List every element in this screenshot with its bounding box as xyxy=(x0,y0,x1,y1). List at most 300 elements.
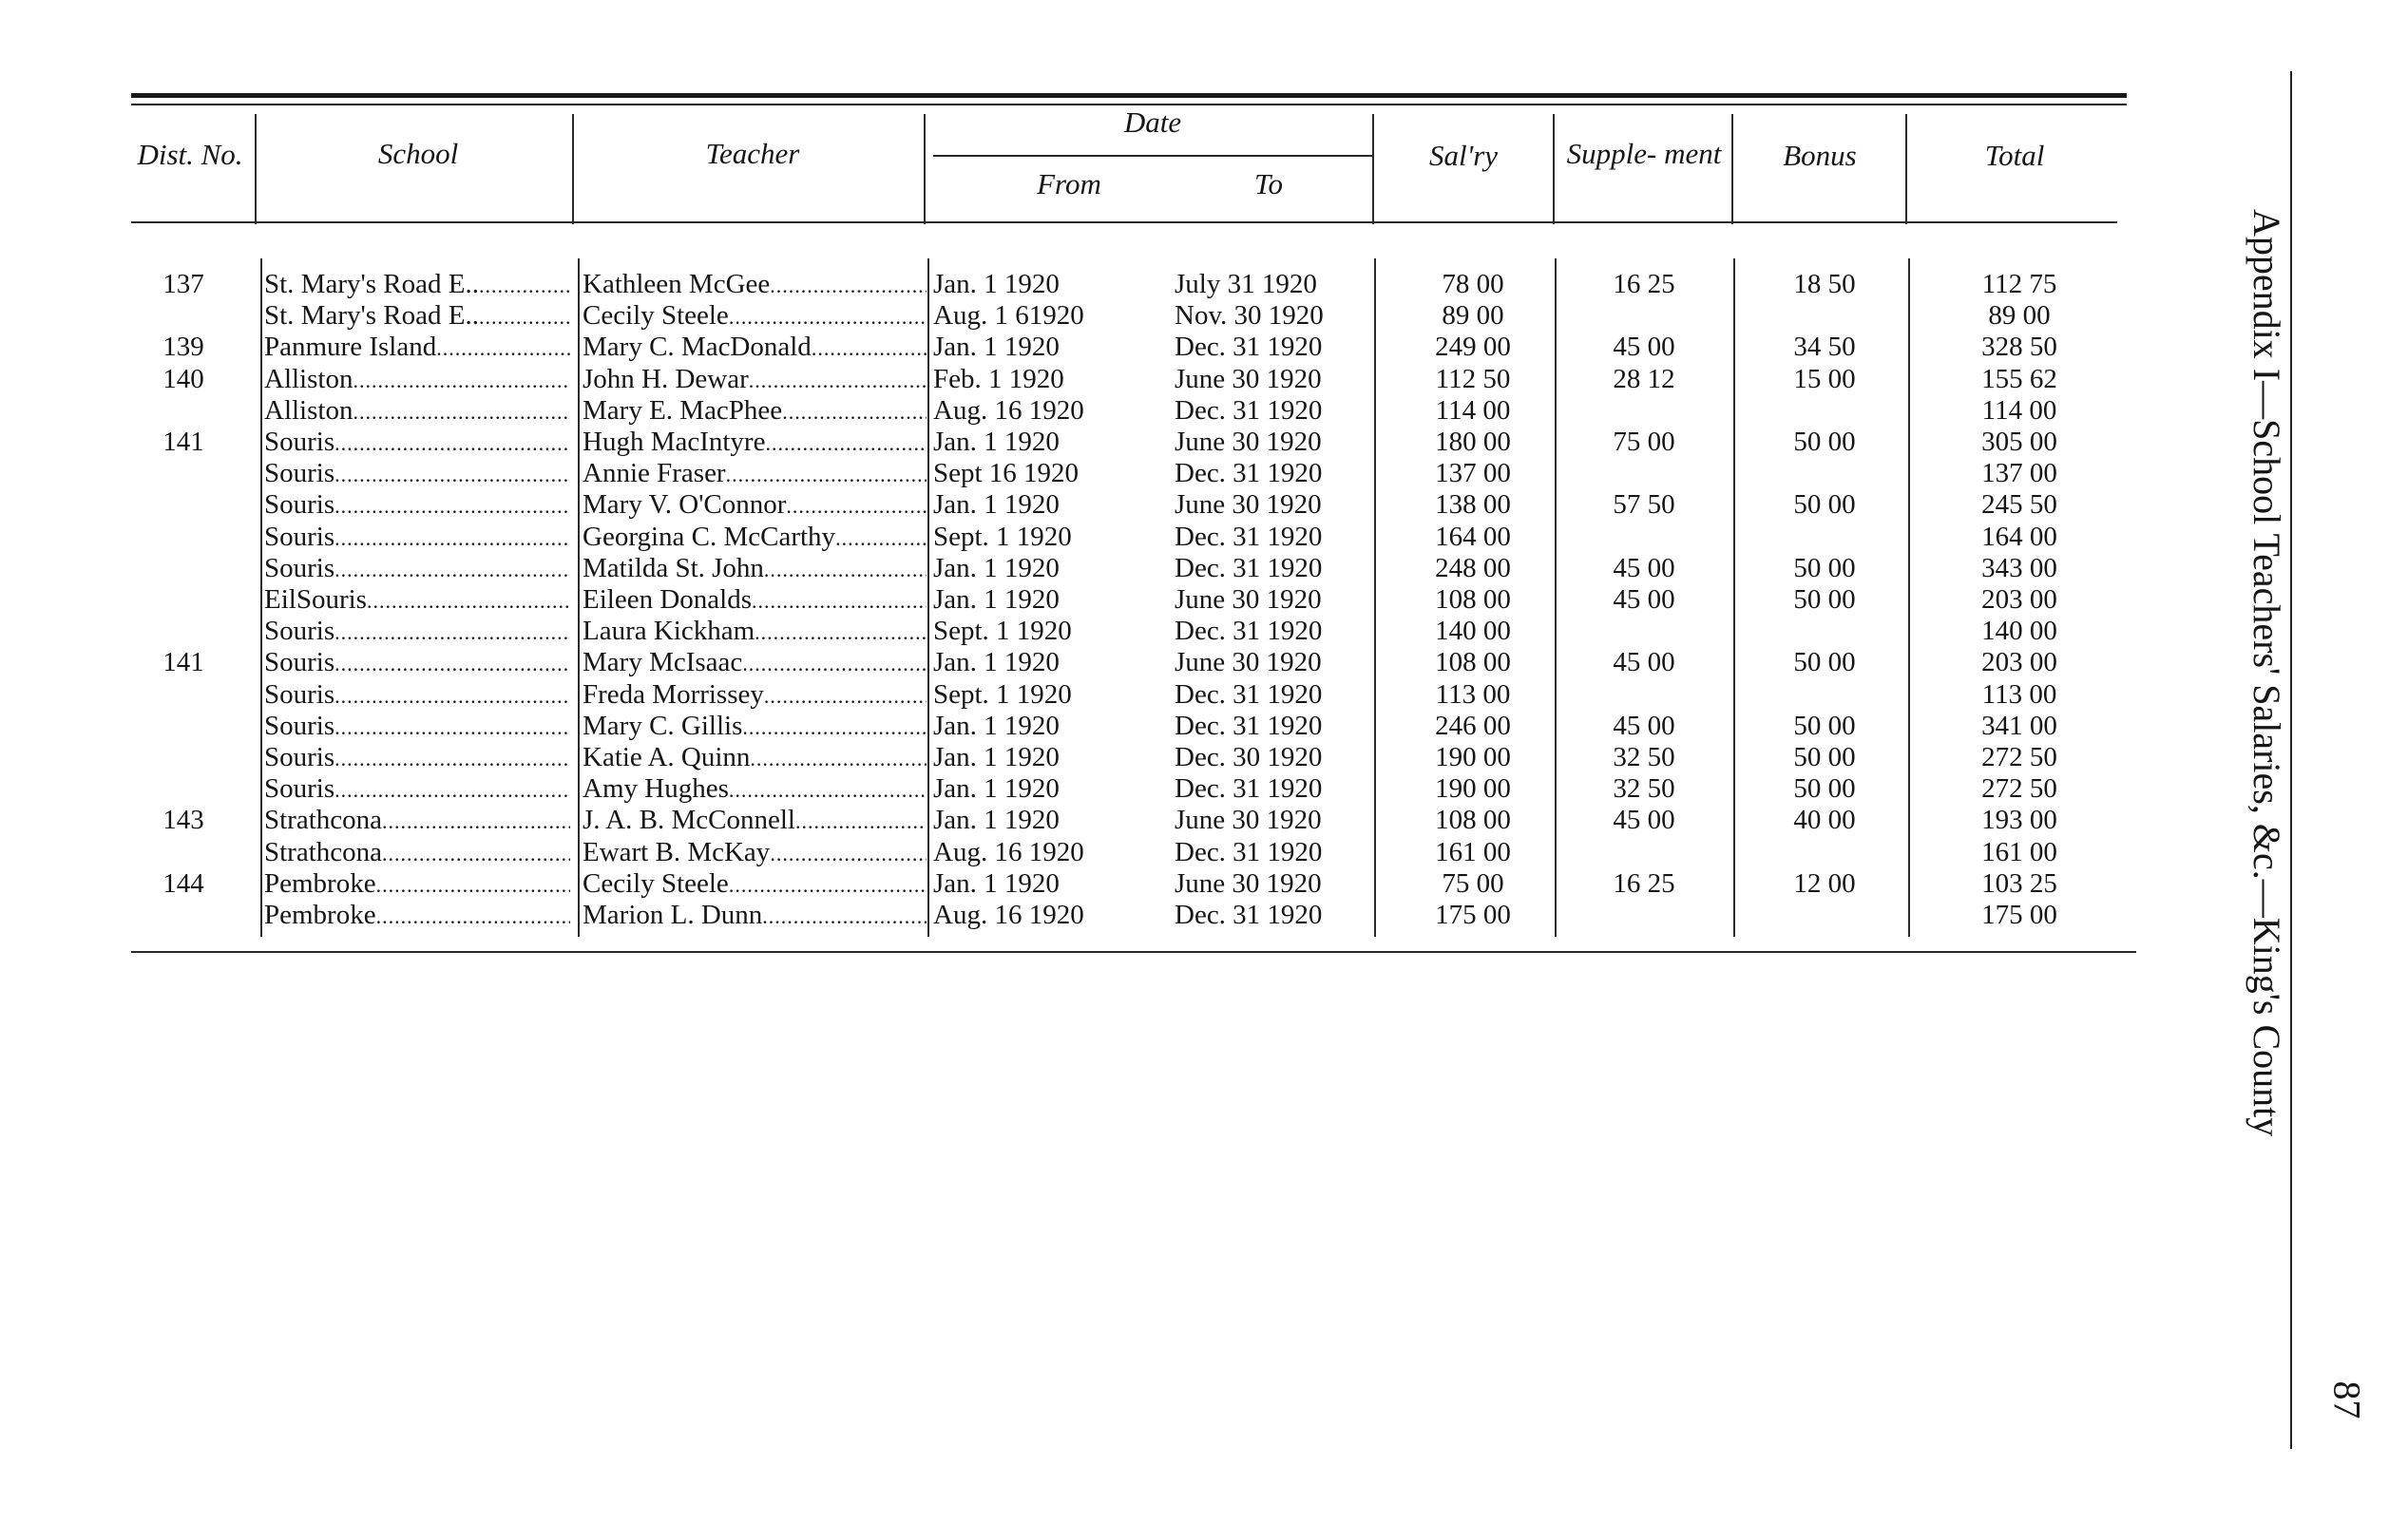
from-date-cell xyxy=(933,300,1123,332)
dot-leader xyxy=(334,742,570,774)
teacher-cell xyxy=(583,427,927,459)
school-cell xyxy=(264,773,570,806)
to-date-cell xyxy=(1175,773,1370,805)
teacher-cell xyxy=(583,742,927,774)
total-cell-text: 114 00 xyxy=(1981,394,2057,426)
teacher-cell xyxy=(583,364,927,396)
dot-leader xyxy=(376,868,570,901)
to-date-cell xyxy=(1175,269,1370,300)
to-date-cell-text: June 30 1920 xyxy=(1175,805,1322,836)
to-date-cell-text: Dec. 31 1920 xyxy=(1175,773,1323,805)
salary-cell-text: 175 00 xyxy=(1435,900,1511,930)
supplement-cell xyxy=(1568,553,1720,584)
to-date-cell-text: Dec. 31 1920 xyxy=(1175,836,1323,867)
teacher-cell xyxy=(583,616,927,648)
to-date-cell xyxy=(1175,427,1370,458)
dot-leader xyxy=(812,332,927,364)
school-cell xyxy=(264,868,570,901)
dot-leader xyxy=(750,742,927,774)
total-cell xyxy=(1929,711,2110,742)
teacher-cell xyxy=(583,332,927,364)
salary-cell-text: 180 00 xyxy=(1435,427,1511,457)
supplement-cell-text: 32 50 xyxy=(1613,742,1675,772)
header-divider xyxy=(924,114,926,224)
salary-cell-text: 190 00 xyxy=(1435,742,1511,772)
supplement-cell xyxy=(1568,332,1720,363)
header-from: From xyxy=(1037,167,1101,200)
teacher-cell-text: Laura Kickham xyxy=(583,616,755,647)
supplement-cell-text: 45 00 xyxy=(1613,584,1675,615)
total-cell xyxy=(1929,489,2110,521)
total-cell-text: 341 00 xyxy=(1981,710,2057,741)
salary-cell xyxy=(1397,269,1549,300)
salary-cell xyxy=(1397,364,1549,395)
dot-leader xyxy=(334,489,570,522)
total-cell-text: 137 00 xyxy=(1981,458,2057,489)
teacher-cell-text: Mary McIsaac xyxy=(583,647,743,678)
school-cell-text: Pembroke xyxy=(264,867,376,899)
supplement-cell xyxy=(1568,805,1720,836)
school-cell xyxy=(264,489,570,522)
salary-cell-text: 78 00 xyxy=(1442,269,1504,299)
teacher-cell-text: Marion L. Dunn xyxy=(583,900,763,930)
dist-cell xyxy=(131,364,236,395)
dot-leader xyxy=(765,427,927,459)
salary-cell xyxy=(1397,711,1549,742)
from-date-cell xyxy=(933,742,1123,773)
header-date: Date xyxy=(1123,105,1182,139)
to-date-cell xyxy=(1175,300,1370,332)
dot-leader xyxy=(334,553,570,585)
bonus-cell xyxy=(1749,584,1901,616)
supplement-cell xyxy=(1568,489,1720,521)
school-cell xyxy=(264,300,570,333)
school-cell xyxy=(264,837,570,869)
dot-leader xyxy=(764,553,927,585)
header-total: Total xyxy=(1984,139,2045,172)
salary-cell xyxy=(1397,395,1549,427)
table-row xyxy=(0,868,2148,900)
table-row xyxy=(0,332,2148,363)
from-date-cell xyxy=(933,269,1123,300)
salary-cell xyxy=(1397,742,1549,773)
salary-cell xyxy=(1397,805,1549,836)
total-cell xyxy=(1929,332,2110,363)
to-date-cell-text: Dec. 31 1920 xyxy=(1175,710,1323,741)
salary-cell-text: 108 00 xyxy=(1435,647,1511,678)
school-cell-text: Strathcona xyxy=(264,836,383,867)
from-date-cell xyxy=(933,458,1123,489)
dot-leader xyxy=(762,900,927,932)
salary-cell-text: 140 00 xyxy=(1435,616,1511,647)
to-date-cell-text: Nov. 30 1920 xyxy=(1175,300,1324,332)
supplement-cell xyxy=(1568,647,1720,678)
school-cell xyxy=(264,395,570,428)
header-bottom-rule xyxy=(131,221,2117,223)
to-date-cell-text: June 30 1920 xyxy=(1175,647,1322,678)
supplement-cell-text: 32 50 xyxy=(1613,773,1675,805)
total-cell-text: 203 00 xyxy=(1981,584,2057,615)
from-date-cell-text: Aug. 1 61920 xyxy=(933,300,1084,332)
dot-leader xyxy=(764,679,927,712)
dot-leader xyxy=(729,300,927,333)
supplement-cell-text: 45 00 xyxy=(1613,647,1675,678)
dot-leader xyxy=(436,332,570,364)
table-row xyxy=(0,522,2148,553)
from-date-cell xyxy=(933,553,1123,584)
salary-cell-text: 108 00 xyxy=(1435,584,1511,615)
salary-cell-text: 138 00 xyxy=(1435,489,1511,521)
supplement-cell-text: 45 00 xyxy=(1613,805,1675,836)
salary-cell-text: 112 50 xyxy=(1435,363,1511,394)
dist-cell-text: 140 xyxy=(162,363,204,394)
from-date-cell-text: Jan. 1 1920 xyxy=(933,269,1060,299)
salary-cell-text: 190 00 xyxy=(1435,773,1511,805)
dist-cell xyxy=(131,868,236,900)
total-cell xyxy=(1929,269,2110,300)
school-cell-text: Panmure Island xyxy=(264,332,437,363)
dot-leader xyxy=(795,805,927,837)
school-cell-text: Alliston xyxy=(264,363,354,394)
dot-leader xyxy=(334,616,570,648)
salary-cell-text: 108 00 xyxy=(1435,805,1511,836)
table-row xyxy=(0,364,2148,395)
supplement-cell xyxy=(1568,711,1720,742)
to-date-cell xyxy=(1175,584,1370,616)
school-cell-text: Souris xyxy=(264,616,335,647)
school-cell-text: Souris xyxy=(264,489,335,521)
table-row xyxy=(0,553,2148,584)
school-cell-text: St. Mary's Road E.. xyxy=(264,300,479,332)
running-header xyxy=(2238,209,2295,1330)
header-teacher: Teacher xyxy=(705,137,800,170)
table-row xyxy=(0,647,2148,678)
from-date-cell xyxy=(933,489,1123,521)
salary-cell-text: 164 00 xyxy=(1435,521,1511,552)
to-date-cell xyxy=(1175,458,1370,489)
table-row xyxy=(0,427,2148,458)
school-cell-text: Strathcona xyxy=(264,805,383,836)
dot-leader xyxy=(382,837,570,869)
supplement-cell xyxy=(1568,269,1720,300)
dot-leader xyxy=(334,711,570,743)
bonus-cell-text: 15 00 xyxy=(1793,363,1856,394)
to-date-cell-text: June 30 1920 xyxy=(1175,584,1322,615)
supplement-cell-text: 45 00 xyxy=(1613,710,1675,741)
bonus-cell-text: 50 00 xyxy=(1793,773,1856,805)
bonus-cell xyxy=(1749,805,1901,836)
bonus-cell-text: 50 00 xyxy=(1793,710,1856,741)
bonus-cell xyxy=(1749,269,1901,300)
total-cell xyxy=(1929,679,2110,711)
supplement-cell xyxy=(1568,868,1720,900)
dot-leader xyxy=(782,395,927,428)
from-date-cell xyxy=(933,679,1123,711)
teacher-cell-text: Matilda St. John xyxy=(583,552,764,583)
total-cell xyxy=(1929,773,2110,805)
school-cell xyxy=(264,616,570,648)
salary-cell xyxy=(1397,584,1549,616)
from-date-cell-text: Sept. 1 1920 xyxy=(933,521,1072,552)
to-date-cell xyxy=(1175,868,1370,900)
total-cell-text: 89 00 xyxy=(1988,300,2051,332)
school-cell-text: Souris xyxy=(264,678,335,710)
total-cell-text: 305 00 xyxy=(1981,427,2057,457)
dot-leader xyxy=(729,868,927,901)
from-date-cell-text: Jan. 1 1920 xyxy=(933,332,1060,363)
header-supplement: Supple- ment xyxy=(1566,137,1722,170)
table-row xyxy=(0,773,2148,805)
total-cell-text: 328 50 xyxy=(1981,332,2057,363)
bonus-cell-text: 50 00 xyxy=(1793,427,1856,457)
supplement-cell-text: 45 00 xyxy=(1613,552,1675,583)
total-cell-text: 245 50 xyxy=(1981,489,2057,521)
teacher-cell xyxy=(583,837,927,869)
dot-leader xyxy=(382,805,570,837)
supplement-cell xyxy=(1568,742,1720,773)
total-cell xyxy=(1929,647,2110,678)
dot-leader xyxy=(726,458,927,490)
teacher-cell-text: Mary C. MacDonald xyxy=(583,332,812,363)
dot-leader xyxy=(770,269,927,301)
bonus-cell-text: 18 50 xyxy=(1793,269,1856,299)
header-to: To xyxy=(1254,167,1283,200)
to-date-cell xyxy=(1175,647,1370,678)
dist-cell xyxy=(131,269,236,300)
top-thick-rule xyxy=(131,93,2127,98)
dot-leader xyxy=(749,364,927,396)
total-cell xyxy=(1929,868,2110,900)
supplement-cell-text: 57 50 xyxy=(1613,489,1675,521)
dot-leader xyxy=(770,837,927,869)
from-date-cell-text: Jan. 1 1920 xyxy=(933,584,1060,615)
total-cell xyxy=(1929,364,2110,395)
school-cell-text: Pembroke xyxy=(264,900,376,930)
teacher-cell xyxy=(583,805,927,837)
from-date-cell xyxy=(933,900,1123,931)
from-date-cell xyxy=(933,427,1123,458)
dist-cell-text: 137 xyxy=(162,269,204,299)
to-date-cell xyxy=(1175,837,1370,868)
dot-leader xyxy=(742,711,927,743)
school-cell xyxy=(264,553,570,585)
bonus-cell xyxy=(1749,742,1901,773)
dot-leader xyxy=(755,616,927,648)
salary-cell xyxy=(1397,900,1549,931)
bonus-cell xyxy=(1749,553,1901,584)
total-cell-text: 112 75 xyxy=(1981,269,2057,299)
salary-cell xyxy=(1397,773,1549,805)
to-date-cell xyxy=(1175,900,1370,931)
total-cell xyxy=(1929,900,2110,931)
to-date-cell xyxy=(1175,679,1370,711)
dist-cell-text: 139 xyxy=(162,332,204,363)
dist-cell-text: 141 xyxy=(162,647,204,678)
total-cell xyxy=(1929,300,2110,332)
salary-cell xyxy=(1397,332,1549,363)
table-row xyxy=(0,837,2148,868)
school-cell xyxy=(264,711,570,743)
dot-leader xyxy=(334,647,570,679)
supplement-cell xyxy=(1568,773,1720,805)
header-divider xyxy=(1905,114,1907,224)
from-date-cell xyxy=(933,868,1123,900)
school-cell xyxy=(264,742,570,774)
salary-cell xyxy=(1397,837,1549,868)
bonus-cell-text: 34 50 xyxy=(1793,332,1856,363)
salary-cell-text: 248 00 xyxy=(1435,552,1511,583)
supplement-cell-text: 45 00 xyxy=(1613,332,1675,363)
total-cell-text: 175 00 xyxy=(1981,900,2057,930)
dot-leader xyxy=(729,773,927,806)
total-cell xyxy=(1929,522,2110,553)
from-date-cell xyxy=(933,711,1123,742)
dot-leader xyxy=(334,679,570,712)
table-row xyxy=(0,711,2148,742)
school-cell xyxy=(264,427,570,459)
salary-cell xyxy=(1397,553,1549,584)
bonus-cell-text: 12 00 xyxy=(1793,867,1856,899)
salary-cell xyxy=(1397,300,1549,332)
from-date-cell-text: Sept 16 1920 xyxy=(933,458,1080,489)
supplement-cell-text: 16 25 xyxy=(1613,867,1675,899)
school-cell-text: Souris xyxy=(264,427,335,457)
header-divider xyxy=(1553,114,1555,224)
dot-leader xyxy=(479,269,570,301)
total-cell xyxy=(1929,553,2110,584)
from-date-cell xyxy=(933,395,1123,427)
teacher-cell xyxy=(583,300,927,333)
salary-cell xyxy=(1397,427,1549,458)
total-cell xyxy=(1929,742,2110,773)
from-date-cell xyxy=(933,332,1123,363)
dot-leader xyxy=(752,584,927,617)
salary-cell xyxy=(1397,522,1549,553)
salary-cell-text: 249 00 xyxy=(1435,332,1511,363)
teacher-cell-text: Cecily Steele xyxy=(583,300,729,332)
to-date-cell-text: Dec. 31 1920 xyxy=(1175,678,1323,710)
to-date-cell xyxy=(1175,364,1370,395)
total-cell xyxy=(1929,395,2110,427)
from-date-cell-text: Jan. 1 1920 xyxy=(933,867,1060,899)
supplement-cell-text: 16 25 xyxy=(1613,269,1675,299)
dot-leader xyxy=(742,647,927,679)
header-bonus: Bonus xyxy=(1783,139,1857,172)
school-cell-text: Souris xyxy=(264,710,335,741)
supplement-cell-text: 28 12 xyxy=(1613,363,1675,394)
to-date-cell-text: Dec. 31 1920 xyxy=(1175,552,1323,583)
dot-leader xyxy=(334,427,570,459)
teacher-cell xyxy=(583,868,927,901)
to-date-cell-text: June 30 1920 xyxy=(1175,867,1322,899)
from-date-cell-text: Jan. 1 1920 xyxy=(933,647,1060,678)
to-date-cell-text: June 30 1920 xyxy=(1175,489,1322,521)
school-cell xyxy=(264,332,570,364)
dist-cell-text: 144 xyxy=(162,867,204,899)
table-row xyxy=(0,679,2148,711)
to-date-cell-text: Dec. 31 1920 xyxy=(1175,900,1323,930)
total-cell-text: 203 00 xyxy=(1981,647,2057,678)
salary-cell-text: 246 00 xyxy=(1435,710,1511,741)
from-date-cell-text: Jan. 1 1920 xyxy=(933,427,1060,457)
to-date-cell-text: Dec. 31 1920 xyxy=(1175,616,1323,647)
salary-cell-text: 161 00 xyxy=(1435,836,1511,867)
dot-leader xyxy=(353,364,570,396)
total-cell xyxy=(1929,427,2110,458)
total-cell-text: 161 00 xyxy=(1981,836,2057,867)
bonus-cell xyxy=(1749,647,1901,678)
teacher-cell-text: Ewart B. McKay xyxy=(583,836,771,867)
header-salary: Sal'ry xyxy=(1428,139,1499,172)
total-cell xyxy=(1929,584,2110,616)
teacher-cell-text: John H. Dewar xyxy=(583,363,749,394)
salary-cell-text: 89 00 xyxy=(1442,300,1504,332)
teacher-cell xyxy=(583,647,927,679)
header-divider xyxy=(1731,114,1733,224)
bonus-cell-text: 50 00 xyxy=(1793,552,1856,583)
teacher-cell xyxy=(583,711,927,743)
table-row xyxy=(0,300,2148,332)
table-row xyxy=(0,458,2148,489)
teacher-cell-text: Freda Morrissey xyxy=(583,678,764,710)
school-cell xyxy=(264,900,570,932)
teacher-cell xyxy=(583,269,927,301)
to-date-cell xyxy=(1175,711,1370,742)
from-date-cell-text: Jan. 1 1920 xyxy=(933,805,1060,836)
school-cell-text: Souris xyxy=(264,647,335,678)
to-date-cell-text: July 31 1920 xyxy=(1175,269,1317,299)
total-cell-text: 343 00 xyxy=(1981,552,2057,583)
school-cell-text: Souris xyxy=(264,458,335,489)
school-cell-text: Souris xyxy=(264,773,335,805)
school-cell xyxy=(264,458,570,490)
dot-leader xyxy=(353,395,570,428)
salary-cell xyxy=(1397,489,1549,521)
dot-leader xyxy=(835,522,927,554)
table-row xyxy=(0,269,2148,300)
school-cell-text: Alliston xyxy=(264,394,354,426)
bonus-cell xyxy=(1749,711,1901,742)
bonus-cell-text: 50 00 xyxy=(1793,489,1856,521)
teacher-cell-text: Georgina C. McCarthy xyxy=(583,521,836,552)
bonus-cell xyxy=(1749,427,1901,458)
header-school: School xyxy=(377,137,459,170)
header-divider xyxy=(572,114,574,224)
to-date-cell xyxy=(1175,553,1370,584)
school-cell xyxy=(264,584,570,617)
supplement-cell xyxy=(1568,427,1720,458)
school-cell-text: Souris xyxy=(264,742,335,772)
total-cell xyxy=(1929,458,2110,489)
bonus-cell xyxy=(1749,773,1901,805)
salary-cell xyxy=(1397,616,1549,647)
supplement-cell xyxy=(1568,364,1720,395)
teacher-cell-text: Amy Hughes xyxy=(583,773,729,805)
from-date-cell-text: Aug. 16 1920 xyxy=(933,900,1084,930)
teacher-cell xyxy=(583,900,927,932)
school-cell xyxy=(264,805,570,837)
to-date-cell-text: June 30 1920 xyxy=(1175,427,1322,457)
school-cell xyxy=(264,522,570,554)
dist-cell-text: 143 xyxy=(162,805,204,836)
dot-leader xyxy=(334,522,570,554)
running-header-title: Appendix I—School Teachers' Salaries, &c.—King's County xyxy=(2246,209,2288,1137)
from-date-cell xyxy=(933,805,1123,836)
from-date-cell-text: Feb. 1 1920 xyxy=(933,363,1064,394)
page-number: 87 xyxy=(2325,1380,2369,1419)
teacher-cell-text: Mary V. O'Connor xyxy=(583,489,787,521)
header-divider xyxy=(1372,114,1374,224)
